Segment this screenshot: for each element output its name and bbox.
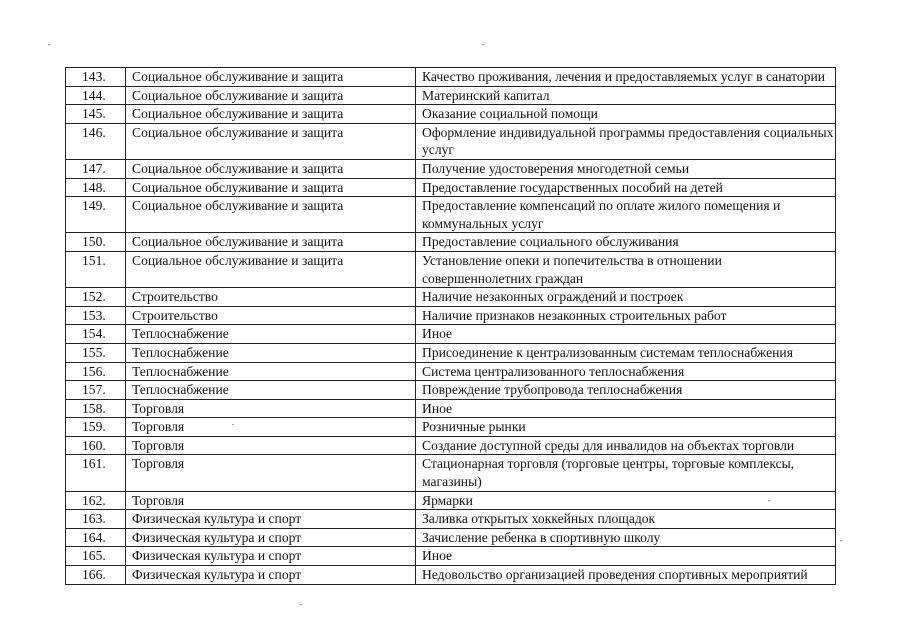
row-topic: Зачисление ребенка в спортивную школу — [416, 528, 836, 547]
row-number: 165. — [66, 547, 126, 566]
row-number: 166. — [66, 566, 126, 585]
table-row — [66, 197, 836, 233]
row-number: 162. — [66, 491, 126, 510]
row-category: Социальное обслуживание и защита — [126, 68, 416, 87]
row-topic: Повреждение трубопровода теплоснабжения — [416, 381, 836, 400]
document-table — [65, 67, 836, 585]
row-number: 146. — [66, 123, 126, 159]
table-row — [66, 381, 836, 400]
table-row — [66, 491, 836, 510]
row-topic: Заливка открытых хоккейных площадок — [416, 510, 836, 529]
row-number: 150. — [66, 233, 126, 252]
table-row — [66, 159, 836, 178]
row-category: Физическая культура и спорт — [126, 566, 416, 585]
table-row — [66, 510, 836, 529]
row-category: Социальное обслуживание и защита — [126, 197, 416, 233]
row-category: Строительство — [126, 306, 416, 325]
table-row — [66, 325, 836, 344]
table-row — [66, 362, 836, 381]
row-number: 151. — [66, 251, 126, 287]
row-number: 147. — [66, 159, 126, 178]
table-row — [66, 233, 836, 252]
row-number: 149. — [66, 197, 126, 233]
row-number: 161. — [66, 455, 126, 491]
row-category: Торговля — [126, 455, 416, 491]
table-row — [66, 86, 836, 105]
row-topic: Наличие признаков незаконных строительных работ — [416, 306, 836, 325]
row-category: Теплоснабжение — [126, 343, 416, 362]
table-row — [66, 343, 836, 362]
row-topic: Иное — [416, 399, 836, 418]
row-category: Социальное обслуживание и защита — [126, 105, 416, 124]
scan-speck — [300, 604, 302, 605]
table-row — [66, 436, 836, 455]
row-category: Социальное обслуживание и защита — [126, 178, 416, 197]
table-row — [66, 566, 836, 585]
row-category: Физическая культура и спорт — [126, 510, 416, 529]
row-number: 152. — [66, 288, 126, 307]
row-topic: Ярмарки — [416, 491, 836, 510]
row-category: Социальное обслуживание и защита — [126, 233, 416, 252]
row-category: Торговля — [126, 399, 416, 418]
table-row — [66, 251, 836, 287]
row-number: 144. — [66, 86, 126, 105]
table-row — [66, 306, 836, 325]
scan-speck — [232, 424, 234, 425]
row-number: 157. — [66, 381, 126, 400]
row-category: Торговля — [126, 436, 416, 455]
row-topic: Установление опеки и попечительства в отношении совершеннолетних граждан — [416, 251, 836, 287]
row-topic: Иное — [416, 325, 836, 344]
row-topic: Присоединение к централизованным системам теплоснабжения — [416, 343, 836, 362]
table-row — [66, 547, 836, 566]
table-row — [66, 105, 836, 124]
row-topic: Предоставление социального обслуживания — [416, 233, 836, 252]
table-row — [66, 528, 836, 547]
table-row — [66, 288, 836, 307]
row-category: Теплоснабжение — [126, 381, 416, 400]
row-category: Социальное обслуживание и защита — [126, 86, 416, 105]
table-row — [66, 68, 836, 87]
row-topic: Материнский капитал — [416, 86, 836, 105]
row-topic: Система централизованного теплоснабжения — [416, 362, 836, 381]
row-number: 153. — [66, 306, 126, 325]
row-topic: Создание доступной среды для инвалидов на объектах торговли — [416, 436, 836, 455]
scan-speck — [840, 540, 842, 541]
row-topic: Получение удостоверения многодетной семьи — [416, 159, 836, 178]
row-category: Социальное обслуживание и защита — [126, 159, 416, 178]
row-number: 163. — [66, 510, 126, 529]
row-topic: Оказание социальной помощи — [416, 105, 836, 124]
row-topic: Предоставление компенсаций по оплате жилого помещения и коммунальных услуг — [416, 197, 836, 233]
table-row — [66, 418, 836, 437]
row-number: 156. — [66, 362, 126, 381]
table-row — [66, 123, 836, 159]
row-topic: Стационарная торговля (торговые центры, торговые комплексы, магазины) — [416, 455, 836, 491]
row-number: 164. — [66, 528, 126, 547]
row-number: 155. — [66, 343, 126, 362]
scan-speck — [768, 500, 770, 501]
row-topic: Иное — [416, 547, 836, 566]
scan-speck — [482, 44, 484, 45]
table-row — [66, 455, 836, 491]
table-row — [66, 178, 836, 197]
scan-speck — [48, 44, 50, 45]
table-row — [66, 399, 836, 418]
row-number: 148. — [66, 178, 126, 197]
row-topic: Розничные рынки — [416, 418, 836, 437]
row-number: 145. — [66, 105, 126, 124]
row-category: Физическая культура и спорт — [126, 528, 416, 547]
row-category: Социальное обслуживание и защита — [126, 251, 416, 287]
row-category: Теплоснабжение — [126, 325, 416, 344]
row-category: Строительство — [126, 288, 416, 307]
row-category: Торговля — [126, 491, 416, 510]
row-number: 154. — [66, 325, 126, 344]
row-topic: Наличие незаконных ограждений и построек — [416, 288, 836, 307]
row-topic: Качество проживания, лечения и предоставляемых услуг в санатории — [416, 68, 836, 87]
row-category: Теплоснабжение — [126, 362, 416, 381]
table-body — [66, 68, 836, 585]
row-category: Социальное обслуживание и защита — [126, 123, 416, 159]
row-category: Физическая культура и спорт — [126, 547, 416, 566]
row-number: 143. — [66, 68, 126, 87]
row-topic: Недовольство организацией проведения спортивных мероприятий — [416, 566, 836, 585]
row-number: 160. — [66, 436, 126, 455]
row-category: Торговля — [126, 418, 416, 437]
row-topic: Оформление индивидуальной программы предоставления социальных услуг — [416, 123, 836, 159]
row-number: 158. — [66, 399, 126, 418]
row-number: 159. — [66, 418, 126, 437]
row-topic: Предоставление государственных пособий на детей — [416, 178, 836, 197]
